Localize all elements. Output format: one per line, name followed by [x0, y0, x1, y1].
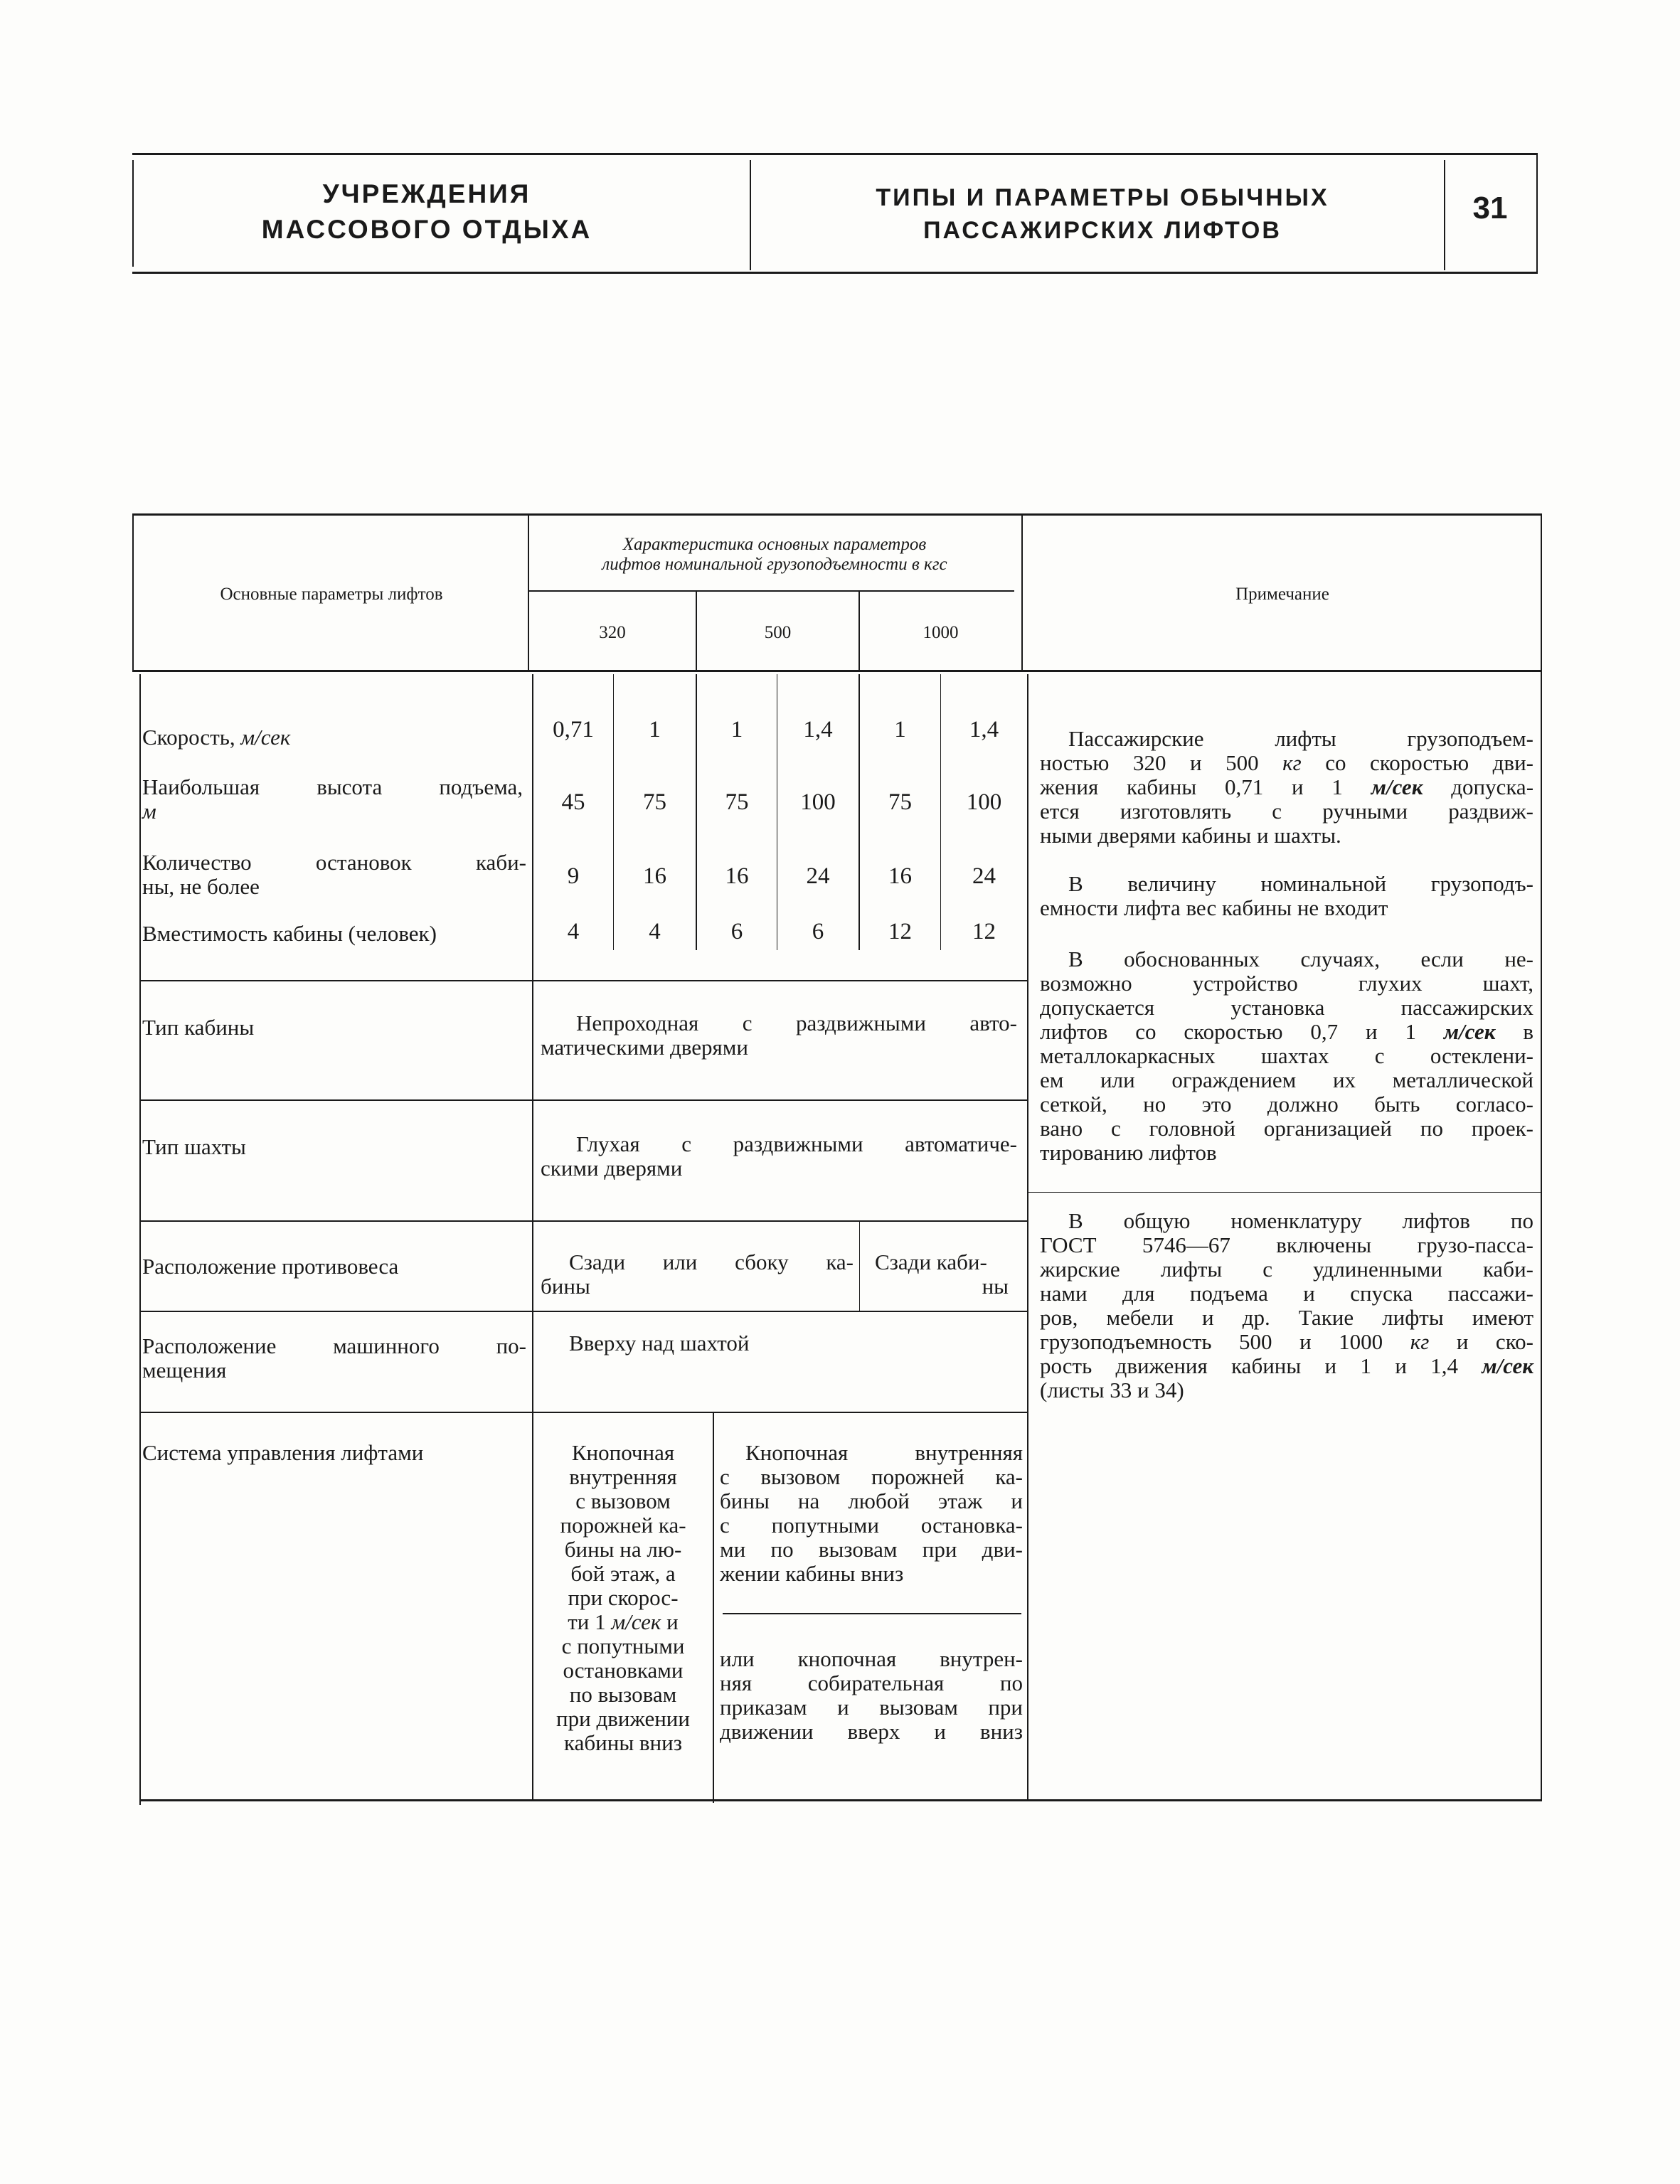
col-header-characteristics: [532, 535, 1017, 575]
cell-speed-5: 1: [894, 717, 906, 742]
control-b-top-line: с вызовом порожней ка-: [720, 1464, 1023, 1489]
section-title-line2: МАССОВОГО ОТДЫХА: [261, 215, 592, 244]
row-label-shaft-type: Тип шахты: [142, 1134, 246, 1159]
cell-speed-2: 1: [649, 717, 661, 742]
control-a-line-speed: [538, 1610, 708, 1634]
row-label-control: Система управления лифтами: [142, 1440, 424, 1465]
note-1-text: со скоростью дви-: [1325, 750, 1533, 775]
control-a-line: с вызовом: [575, 1488, 671, 1513]
cell-counterweight-b: [865, 1250, 1023, 1299]
section-title: [178, 176, 676, 247]
cell-stops-4: 24: [806, 863, 830, 889]
cell-control-a: [538, 1441, 708, 1755]
row-label-height: Наибольшая высота подъема,: [142, 774, 523, 799]
sheet-title-line1: ТИПЫ И ПАРАМЕТРЫ ОБЫЧНЫХ: [876, 184, 1329, 211]
note-1-text: ностью 320 и 500: [1040, 750, 1259, 775]
sheet-title: [790, 181, 1415, 247]
control-a-line-speed-conj: и: [666, 1609, 679, 1634]
cell-capacity-1: 4: [567, 919, 580, 944]
control-a-line: Кнопочная: [571, 1440, 675, 1465]
cell-height-3: 75: [725, 789, 749, 815]
cell-height-2: 75: [643, 789, 666, 815]
cell-counterweight-b-line1: Сзади каби-: [875, 1250, 987, 1274]
control-a-line: бины на лю-: [564, 1537, 682, 1562]
note-2-line: емности лифта вес кабины не входит: [1040, 895, 1388, 920]
row-label-stops-line1: Количество остановок каби-: [142, 850, 526, 875]
col-header-params: Основные параметры лифтов: [220, 585, 443, 604]
note-paragraph-1: [1040, 727, 1533, 848]
note-4-line: нами для подъема и спуска пассажи-: [1040, 1281, 1533, 1306]
section-title-line1: УЧРЕЖДЕНИЯ: [322, 179, 531, 208]
sheet-title-line2: ПАССАЖИРСКИХ ЛИФТОВ: [923, 217, 1282, 244]
cell-speed-3: 1: [730, 717, 743, 742]
note-3-text: лифтов со скоростью 0,7 и 1: [1040, 1019, 1416, 1044]
note-3-line: В обоснованных случаях, если не-: [1068, 947, 1533, 971]
control-a-line-speed-text: ти 1: [568, 1609, 606, 1634]
cell-height-1: 45: [561, 789, 585, 815]
row-label-stops-line2: ны, не более: [142, 874, 260, 899]
control-a-line: остановками: [563, 1658, 684, 1683]
note-3-line: сеткой, но это должно быть согласо-: [1040, 1092, 1533, 1117]
note-1-line: [1040, 775, 1533, 799]
capacity-320: 320: [599, 623, 626, 642]
note-4-text: и ско-: [1456, 1329, 1533, 1354]
note-4-line: В общую номенклатуру лифтов по: [1068, 1208, 1533, 1233]
note-1-line: Пассажирские лифты грузоподъем-: [1068, 726, 1533, 751]
cell-height-6: 100: [966, 789, 1002, 815]
cell-stops-1: 9: [567, 863, 580, 889]
note-3-line: [1040, 1020, 1533, 1044]
col-header-char-line2-text: лифтов номинальной грузоподъемности в: [602, 555, 920, 574]
note-paragraph-3: [1040, 947, 1533, 1165]
col-header-char-line1: Характеристика основных параметров: [622, 535, 927, 554]
cell-counterweight-a: [541, 1250, 854, 1299]
control-a-line-speed-unit: м/сек: [611, 1609, 661, 1634]
cell-stops-6: 24: [972, 863, 996, 889]
cell-stops-3: 16: [725, 863, 749, 889]
control-a-line: внутренняя: [569, 1464, 677, 1489]
note-1-line: [1040, 751, 1533, 775]
note-4-line: (листы 33 и 34): [1040, 1378, 1184, 1402]
note-2-line: В величину номинальной грузоподъ-: [1068, 871, 1533, 896]
row-label-cabin-type: Тип кабины: [142, 1015, 255, 1040]
cell-control-b-top: [720, 1441, 1023, 1586]
note-4-line: ГОСТ 5746—67 включены грузо-пасса-: [1040, 1232, 1533, 1257]
cell-cabin-type-line1: Непроходная с раздвижными авто-: [576, 1011, 1017, 1035]
cell-stops-2: 16: [643, 863, 666, 889]
cell-speed-4: 1,4: [803, 717, 833, 742]
control-b-bottom-line: движении вверх и вниз: [720, 1719, 1023, 1744]
row-label-machine-room: [142, 1334, 526, 1383]
cell-counterweight-a-line2: бины: [541, 1274, 590, 1299]
cell-cabin-type-line2: матическими дверями: [541, 1035, 748, 1060]
note-4-unit: м/сек: [1482, 1353, 1534, 1378]
cell-capacity-2: 4: [649, 919, 661, 944]
control-a-line: порожней ка-: [560, 1513, 686, 1538]
cell-speed-1: 0,71: [553, 717, 594, 742]
note-3-line: допускается установка пассажирских: [1040, 995, 1533, 1020]
capacity-1000: 1000: [923, 623, 959, 642]
control-a-line: с попутными: [561, 1634, 685, 1658]
note-3-text: в: [1523, 1019, 1534, 1044]
control-a-line: при скорос-: [568, 1585, 679, 1610]
control-a-line: при движении: [556, 1706, 690, 1731]
row-label-machine-room-line1: Расположение машинного по-: [142, 1333, 526, 1358]
note-3-unit: м/сек: [1443, 1019, 1496, 1044]
note-4-text: рость движения кабины и 1 и 1,4: [1040, 1353, 1458, 1378]
note-paragraph-2: [1040, 872, 1533, 920]
page-number: 31: [1472, 191, 1508, 225]
cell-shaft-type-line1: Глухая с раздвижными автоматиче-: [576, 1131, 1017, 1156]
row-label-speed-unit: м/сек: [240, 725, 291, 750]
row-label-speed: [142, 725, 526, 750]
note-3-line: ем или ограждением их металлической: [1040, 1067, 1533, 1092]
note-4-text: грузоподъемность 500 и 1000: [1040, 1329, 1383, 1354]
row-label-speed-text: Скорость,: [142, 725, 235, 750]
note-1-line: ными дверями кабины и шахты.: [1040, 823, 1341, 848]
cell-height-5: 75: [888, 789, 912, 815]
cell-shaft-type: [541, 1132, 1017, 1181]
note-3-line: тированию лифтов: [1040, 1140, 1217, 1165]
cell-shaft-type-line2: скими дверями: [541, 1156, 683, 1181]
row-label-machine-room-line2: мещения: [142, 1358, 227, 1383]
control-b-top-line: с попутными остановка-: [720, 1513, 1023, 1538]
cell-counterweight-a-line1: Сзади или сбоку ка-: [569, 1250, 854, 1274]
cell-capacity-5: 12: [888, 919, 912, 944]
control-b-top-line: жении кабины вниз: [720, 1561, 904, 1586]
control-b-bottom-line: или кнопочная внутрен-: [720, 1646, 1023, 1671]
col-header-char-line2: [532, 555, 1017, 575]
control-b-top-line: ми по вызовам при дви-: [720, 1537, 1023, 1562]
control-a-line: по вызовам: [569, 1682, 677, 1707]
row-label-height-unit: м: [142, 799, 156, 824]
note-4-line: жирские лифты с удлиненными каби-: [1040, 1257, 1533, 1282]
cell-capacity-3: 6: [730, 919, 743, 944]
note-1-text: допуска-: [1451, 774, 1534, 799]
note-4-line: [1040, 1354, 1533, 1378]
note-paragraph-4: [1040, 1209, 1533, 1402]
note-1-unit: кг: [1282, 750, 1302, 775]
row-label-counterweight: Расположение противовеса: [142, 1254, 399, 1279]
cell-speed-6: 1,4: [969, 717, 999, 742]
cell-capacity-6: 12: [972, 919, 996, 944]
cell-cabin-type: [541, 1011, 1017, 1060]
cell-machine-room: Вверху над шахтой: [569, 1331, 750, 1355]
control-a-line: кабины вниз: [564, 1730, 682, 1755]
col-header-char-unit: кгс: [924, 555, 947, 574]
note-4-line: [1040, 1330, 1533, 1354]
cell-capacity-4: 6: [812, 919, 824, 944]
note-1-text: жения кабины 0,71 и 1: [1040, 774, 1343, 799]
cell-height-4: 100: [800, 789, 836, 815]
note-4-line: ров, мебели и др. Такие лифты имеют: [1040, 1305, 1533, 1330]
note-1-line: ется изготовлять с ручными раздвиж-: [1040, 799, 1533, 824]
capacity-500: 500: [764, 623, 792, 642]
cell-stops-5: 16: [888, 863, 912, 889]
cell-counterweight-b-line2: ны: [982, 1274, 1009, 1299]
control-b-bottom-line: приказам и вызовам при: [720, 1695, 1023, 1720]
control-b-bottom-line: няя собирательная по: [720, 1671, 1023, 1695]
control-a-line: бой этаж, а: [570, 1561, 676, 1586]
col-header-note: Примечание: [1235, 585, 1329, 604]
note-3-line: металлокаркасных шахтах с остеклени-: [1040, 1043, 1533, 1068]
note-3-line: возможно устройство глухих шахт,: [1040, 971, 1533, 996]
control-b-top-line: Кнопочная внутренняя: [745, 1440, 1023, 1465]
control-b-top-line: бины на любой этаж и: [720, 1488, 1023, 1513]
note-1-unit: м/сек: [1371, 774, 1423, 799]
cell-control-b-bottom: [720, 1647, 1023, 1744]
note-3-line: вано с головной организацией по проек-: [1040, 1116, 1533, 1141]
row-label-capacity: Вместимость кабины (человек): [142, 921, 437, 946]
note-4-unit: кг: [1410, 1329, 1430, 1354]
